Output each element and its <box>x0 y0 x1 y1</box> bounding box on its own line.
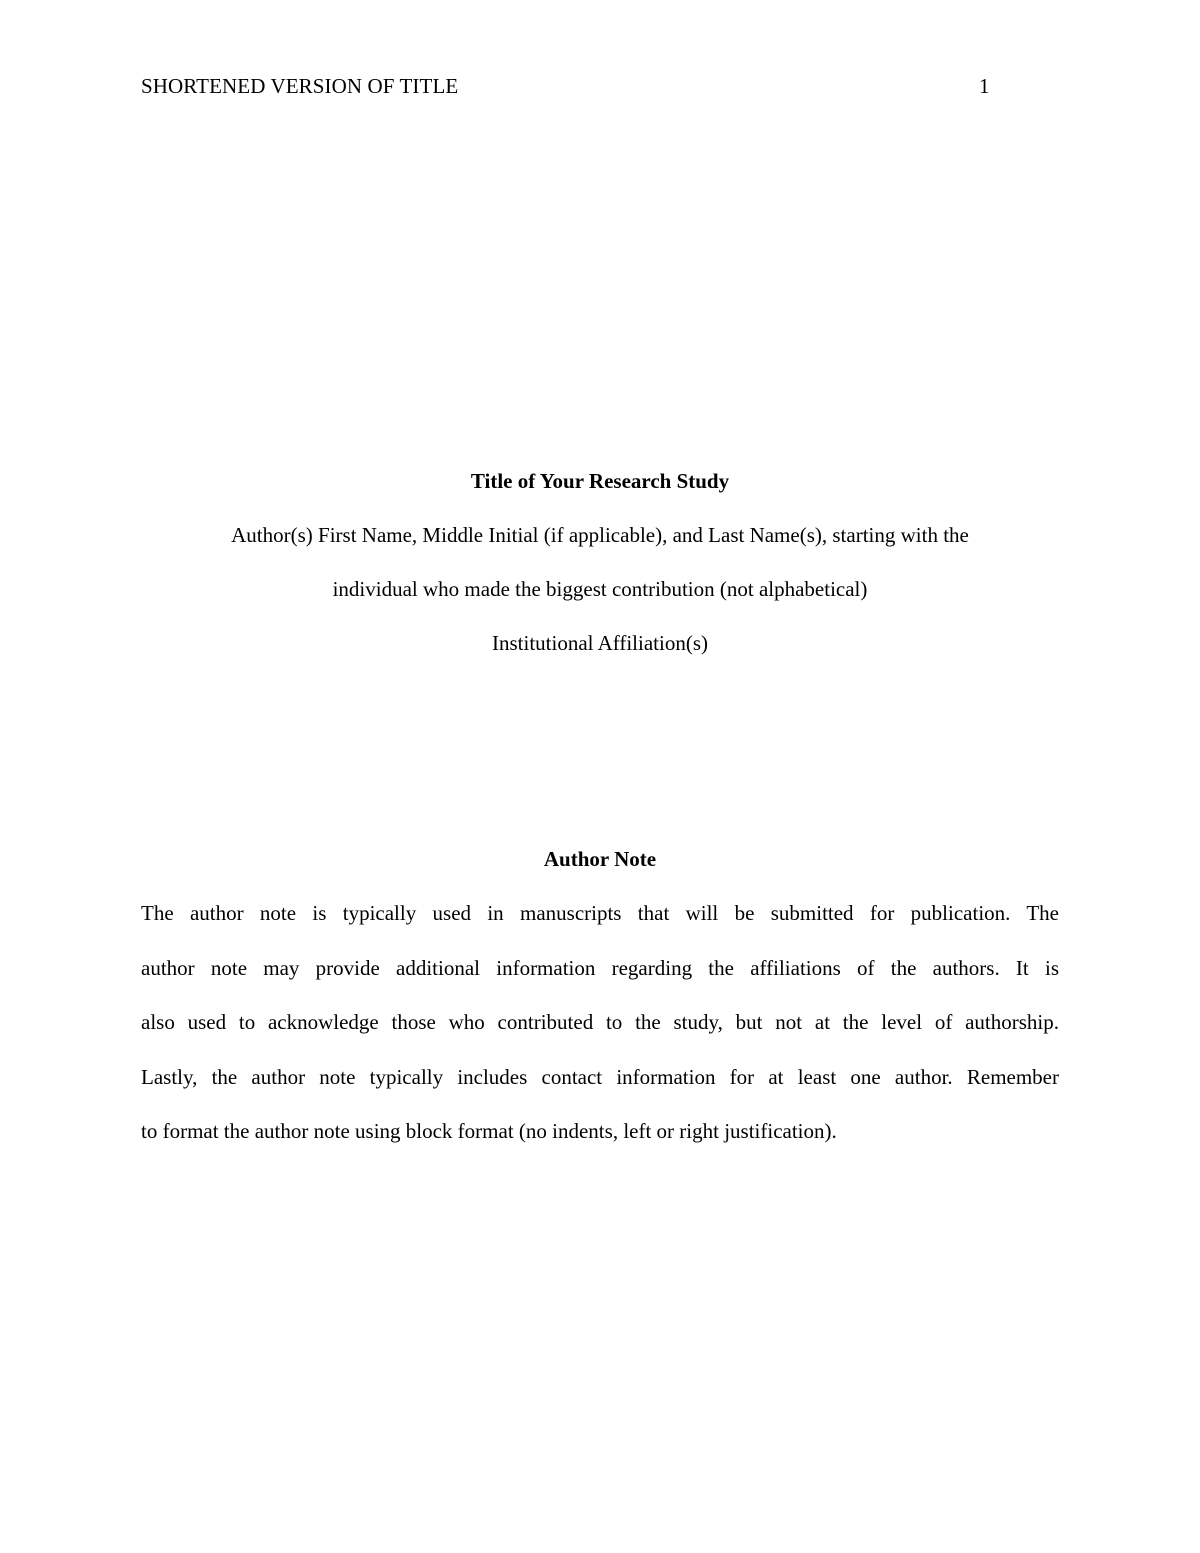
author-names-line-1: Author(s) First Name, Middle Initial (if applicable), and Last Name(s), starting with the <box>231 523 969 547</box>
running-head: SHORTENED VERSION OF TITLE <box>141 74 459 98</box>
author-note-body <box>141 886 1059 1159</box>
author-note-line: Lastly, the author note typically includes contact information for at least one author. Remember <box>141 1064 1059 1089</box>
author-names <box>141 508 1059 616</box>
author-note-line: to format the author note using block format (no indents, left or right justification). <box>141 1119 837 1143</box>
author-note-line: also used to acknowledge those who contributed to the study, but not at the level of authorship. <box>141 1010 1059 1034</box>
author-names-line-2: individual who made the biggest contribution (not alphabetical) <box>332 577 868 601</box>
author-note-line: The author note is typically used in manuscripts that will be submitted for publication. The <box>141 901 1059 925</box>
title-block <box>141 466 1059 670</box>
author-note-line: author note may provide additional information regarding the affiliations of the authors. It is <box>141 955 1059 980</box>
page-number: 1 <box>979 74 990 98</box>
paper-title: Title of Your Research Study <box>470 469 730 493</box>
institutional-affiliation: Institutional Affiliation(s) <box>491 631 708 655</box>
author-note-heading: Author Note <box>543 847 657 871</box>
